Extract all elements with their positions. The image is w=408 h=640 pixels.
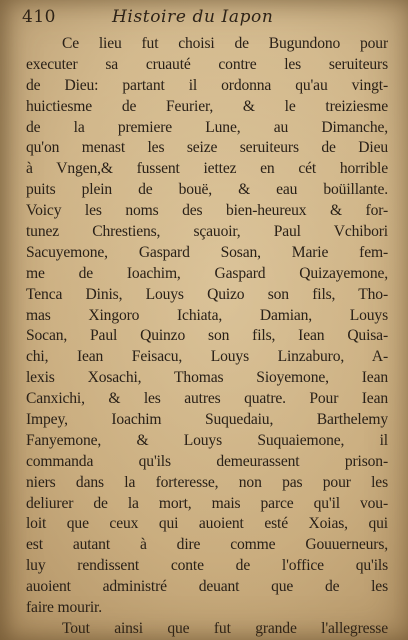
text-line: commanda qu'ils demeurassent prison- bbox=[26, 452, 388, 470]
text-line: de Dieu: partant il ordonna qu'au vingt- bbox=[26, 76, 388, 94]
text-line: est autant à dire comme Gouuerneurs, bbox=[26, 536, 388, 554]
text-line: executer sa cruauté contre les seruiteurs bbox=[26, 55, 388, 73]
text-line: Sacuyemone, Gaspard Sosan, Marie fem- bbox=[26, 243, 388, 261]
text-line: à Vngen,& fussent iettez en cét horrible bbox=[26, 160, 388, 178]
text-line: Fanyemone, & Louys Suquaiemone, il bbox=[26, 431, 388, 449]
text-line: puits plein de bouë, & eau boüillante. bbox=[26, 181, 388, 199]
text-line: faire mourir. bbox=[26, 599, 102, 617]
text-line: Canxichi, & les autres quatre. Pour Iean bbox=[26, 390, 388, 408]
text-line: Ce lieu fut choisi de Bugundono pour bbox=[62, 35, 388, 52]
text-line: auoient administré deuant que de les bbox=[26, 578, 388, 596]
page-number: 410 bbox=[22, 7, 56, 27]
text-line: Voicy les noms des bien-heureux & for- bbox=[26, 202, 388, 220]
text-line: Tout ainsi que fut grande l'allegresse bbox=[62, 619, 388, 637]
text-line: de la premiere Lune, au Dimanche, bbox=[26, 118, 388, 136]
text-line: me de Ioachim, Gaspard Quizayemone, bbox=[26, 264, 388, 282]
body-text bbox=[26, 34, 388, 640]
text-line: qu'on menast les seize seruiteurs de Dieu bbox=[26, 139, 388, 157]
text-line: chi, Iean Feisacu, Louys Linzaburo, A- bbox=[26, 348, 388, 366]
text-line: niers dans la forteresse, non pas pour les bbox=[26, 473, 388, 491]
text-line: deliurer de la mort, mais parce qu'il vou- bbox=[26, 494, 388, 512]
running-title: Histoire du Iapon bbox=[112, 7, 274, 27]
text-line: Tenca Dinis, Louys Quizo son fils, Tho- bbox=[26, 285, 388, 303]
text-line: lexis Xosachi, Thomas Sioyemone, Iean bbox=[26, 369, 388, 387]
text-line: huictiesme de Feurier, & le treiziesme bbox=[26, 97, 388, 115]
text-line: mas Xingoro Ichiata, Damian, Louys bbox=[26, 306, 388, 324]
text-line: Impey, Ioachim Suquedaiu, Barthelemy bbox=[26, 411, 388, 429]
text-line: loit que ceux qui auoient esté Xoias, qui bbox=[26, 515, 388, 533]
text-line: tunez Chrestiens, sçauoir, Paul Vchibori bbox=[26, 223, 388, 241]
running-header bbox=[22, 6, 392, 28]
text-line: luy rendissent conte de l'office qu'ils bbox=[26, 557, 388, 575]
text-line: Socan, Paul Quinzo son fils, Iean Quisa- bbox=[26, 327, 388, 345]
